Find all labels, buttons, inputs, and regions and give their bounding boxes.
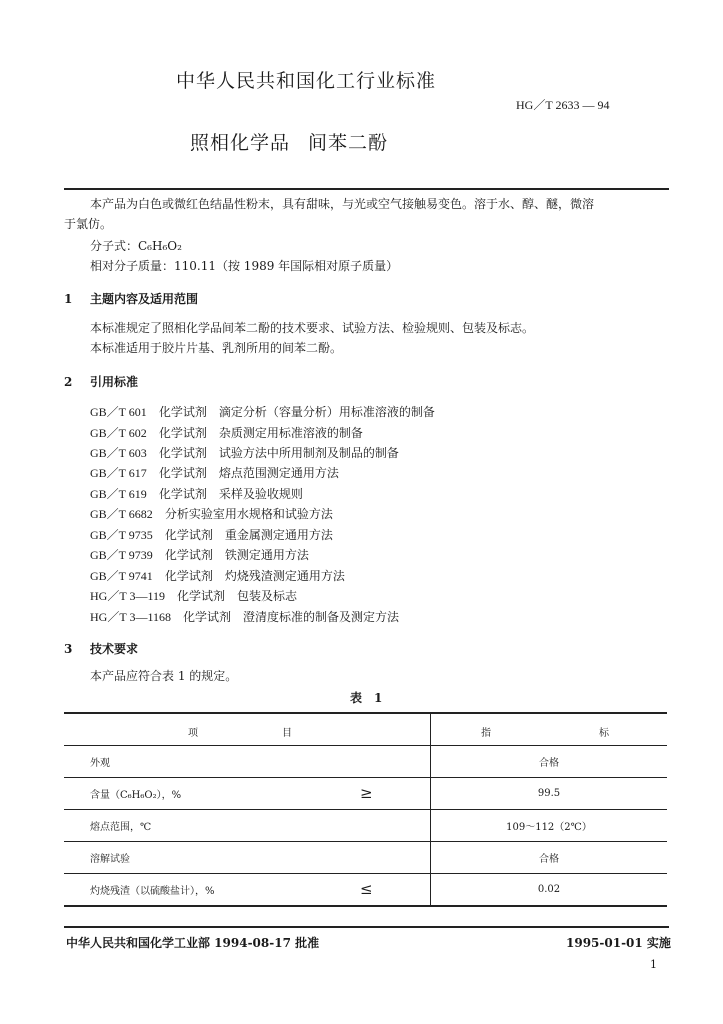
- header-item-a: 项: [188, 728, 198, 739]
- header-value-a: 指: [481, 728, 491, 739]
- header-value-b: 标: [599, 728, 609, 739]
- reference-title: 化学试剂 采样及验收规则: [158, 487, 303, 501]
- effective-date: 1995-01-01 实施: [566, 936, 671, 950]
- title-part-2: 间苯二酚: [308, 132, 389, 154]
- table-1-caption: 表 1: [350, 691, 383, 705]
- header-value-cell: [431, 713, 668, 746]
- section-2-title: 引用标准: [90, 375, 139, 389]
- row-item: 含量（C₆H₆O₂），% ≥: [64, 778, 430, 810]
- row-item: 灼烧残渣（以硫酸盐计），% ≤: [64, 874, 430, 907]
- reference-item: [90, 608, 399, 625]
- table-row: [64, 778, 667, 810]
- reference-title: 化学试剂 灼烧残渣测定通用方法: [164, 569, 345, 583]
- reference-code: GB／T 9739: [90, 548, 153, 562]
- header-rule: [64, 188, 669, 190]
- reference-item: [90, 464, 339, 481]
- reference-title: 化学试剂 熔点范围测定通用方法: [158, 466, 339, 480]
- reference-item: [90, 587, 297, 604]
- row-symbol: ≥: [360, 784, 373, 802]
- standard-code: HG／T 2633 — 94: [516, 98, 610, 112]
- reference-item: [90, 424, 363, 441]
- row-item: 溶解试验: [64, 842, 430, 874]
- section-2-heading: [64, 373, 138, 390]
- table-row: [64, 746, 667, 778]
- page-number: 1: [650, 958, 657, 971]
- reference-code: GB／T 603: [90, 446, 147, 460]
- reference-item: [90, 444, 399, 461]
- reference-title: 化学试剂 澄清度标准的制备及测定方法: [183, 610, 400, 624]
- section-1-heading: [64, 290, 198, 307]
- reference-title: 分析实验室用水规格和试验方法: [164, 507, 333, 521]
- table-row: [64, 810, 667, 842]
- reference-title: 化学试剂 包装及标志: [177, 589, 298, 603]
- section-2-number: 2: [64, 375, 73, 389]
- approval-line: 中华人民共和国化学工业部 1994-08-17 批准: [66, 936, 320, 950]
- reference-item: [90, 485, 303, 502]
- reference-code: GB／T 6682: [90, 507, 153, 521]
- reference-item: [90, 505, 333, 522]
- table-row: [64, 842, 667, 874]
- section-1-para-2: 本标准适用于胶片片基、乳剂所用的间苯二酚。: [90, 341, 343, 355]
- reference-title: 化学试剂 杂质测定用标准溶液的制备: [158, 426, 363, 440]
- reference-code: HG／T 3—1168: [90, 610, 172, 624]
- description-line-2: 于氯仿。: [64, 217, 113, 231]
- row-value: 合格: [431, 842, 668, 874]
- section-3-heading: [64, 640, 138, 657]
- footer-rule: [64, 926, 669, 928]
- reference-item: [90, 526, 333, 543]
- reference-title: 化学试剂 重金属测定通用方法: [164, 528, 333, 542]
- section-3-number: 3: [64, 642, 73, 656]
- reference-code: GB／T 617: [90, 466, 147, 480]
- reference-code: HG／T 3—119: [90, 589, 166, 603]
- reference-item: [90, 403, 435, 420]
- row-symbol: ≤: [360, 880, 373, 898]
- reference-code: GB／T 619: [90, 487, 147, 501]
- reference-item: [90, 567, 345, 584]
- reference-code: GB／T 601: [90, 405, 147, 419]
- title-part-1: 照相化学品: [190, 132, 291, 154]
- reference-title: 化学试剂 铁测定通用方法: [164, 548, 309, 562]
- reference-item: [90, 546, 309, 563]
- description-line-1: 本产品为白色或微红色结晶性粉末，具有甜味，与光或空气接触易变色。溶于水、醇、醚，微溶: [90, 197, 595, 211]
- row-value: 99.5: [431, 778, 668, 810]
- table-row: [64, 874, 667, 907]
- header-item-b: 目: [282, 728, 292, 739]
- row-item: 外观: [64, 746, 430, 778]
- table-1: [64, 712, 667, 907]
- row-value: 0.02: [431, 874, 668, 907]
- table-header-row: [64, 713, 667, 746]
- header-item-cell: [64, 713, 431, 746]
- section-1-title: 主题内容及适用范围: [90, 292, 199, 306]
- row-value: 合格: [431, 746, 668, 778]
- molecular-formula: 分子式：C₆H₆O₂: [90, 239, 182, 253]
- section-1-para-1: 本标准规定了照相化学品间苯二酚的技术要求、试验方法、检验规则、包装及标志。: [90, 321, 535, 335]
- reference-code: GB／T 602: [90, 426, 147, 440]
- reference-title: 化学试剂 滴定分析（容量分析）用标准溶液的制备: [158, 405, 435, 419]
- reference-code: GB／T 9741: [90, 569, 153, 583]
- reference-code: GB／T 9735: [90, 528, 153, 542]
- molecular-mass: 相对分子质量：110.11（按 1989 年国际相对原子质量）: [90, 259, 399, 273]
- section-3-para-1: 本产品应符合表 1 的规定。: [90, 669, 238, 683]
- row-value: 109～112（2℃）: [431, 810, 668, 842]
- row-item: 熔点范围，℃: [64, 810, 430, 842]
- reference-title: 化学试剂 试验方法中所用制剂及制品的制备: [158, 446, 399, 460]
- section-1-number: 1: [64, 292, 73, 306]
- industry-standard-title: 中华人民共和国化工行业标准: [176, 70, 437, 92]
- document-title: [190, 128, 388, 155]
- section-3-title: 技术要求: [90, 642, 139, 656]
